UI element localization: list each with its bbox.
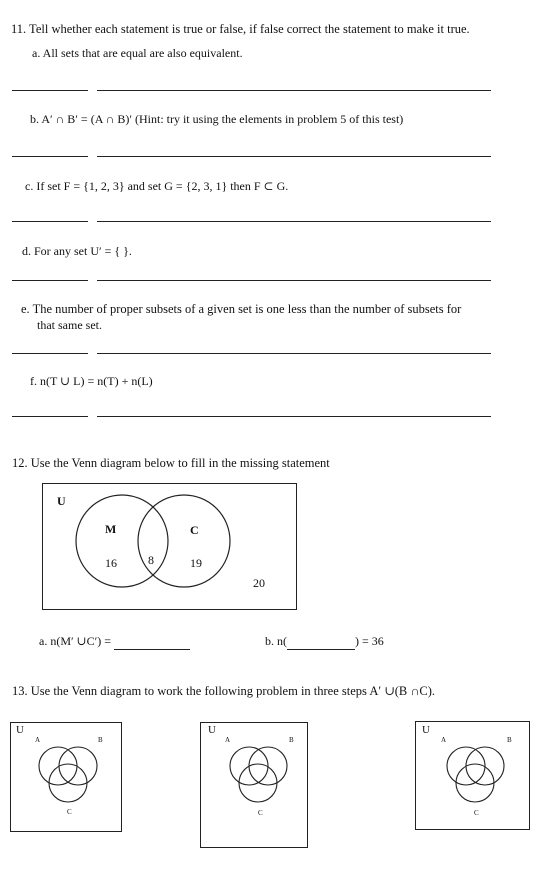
q13-venn-diagram-1 [10, 722, 122, 832]
q13-d3-label-a: A [441, 736, 447, 744]
q13-d1-label-c: C [67, 808, 72, 816]
q11-f-answer-line-short[interactable] [12, 416, 88, 417]
q13-d2-label-b: B [289, 736, 294, 744]
q12-part-a-prefix: a. n(M′ ∪C′) = [39, 634, 112, 648]
q11-d-statement: d. For any set U′ = { }. [22, 244, 132, 258]
q13-d3-universe-label: U [422, 724, 430, 736]
q12-part-b-suffix: ) = 36 [355, 634, 384, 648]
q13-d1-circles [11, 723, 123, 833]
q13-d3-label-c: C [474, 809, 479, 817]
q11-a-answer-line-short[interactable] [12, 90, 88, 91]
q12-venn-circles [43, 484, 298, 611]
q13-heading: 13. Use the Venn diagram to work the following problem in three steps A′ ∪(B ∩C). [12, 684, 435, 698]
q11-f-statement: f. n(T ∪ L) = n(T) + n(L) [30, 374, 153, 388]
q12-heading: 12. Use the Venn diagram below to fill in the missing statement [12, 456, 330, 470]
q11-b-statement: b. A′ ∩ B′ = (A ∩ B)′ (Hint: try it using the elements in problem 5 of this test) [30, 112, 404, 126]
q11-e-answer-line-short[interactable] [12, 353, 88, 354]
q13-d1-label-a: A [35, 736, 41, 744]
q12-part-b-answer[interactable] [287, 634, 355, 650]
q12-value-c-only: 19 [190, 556, 202, 570]
q13-d3-label-b: B [507, 736, 512, 744]
q12-value-outside: 20 [253, 576, 265, 590]
q11-b-answer-line-short[interactable] [12, 156, 88, 157]
q11-d-answer-line-long[interactable] [97, 280, 491, 281]
q13-d3-circles [416, 722, 531, 831]
q12-value-intersection: 8 [148, 553, 154, 567]
q13-d2-circles [201, 723, 309, 849]
q13-d2-label-a: A [225, 736, 231, 744]
q11-a-answer-line-long[interactable] [97, 90, 491, 91]
q11-a-statement: a. All sets that are equal are also equivalent. [32, 46, 243, 60]
q12-circle-m [76, 495, 168, 587]
q11-e-statement: e. The number of proper subsets of a given set is one less than the number of subsets for [21, 302, 462, 316]
q11-heading: 11. Tell whether each statement is true or false, if false correct the statement to make it true. [11, 22, 470, 36]
q11-c-statement: c. If set F = {1, 2, 3} and set G = {2, 3, 1} then F ⊂ G. [25, 179, 289, 193]
q12-circle-m-label: M [105, 522, 117, 536]
q12-part-a-answer[interactable] [114, 634, 190, 650]
q13-venn-diagram-3 [415, 721, 530, 830]
q12-circle-c-label: C [190, 523, 199, 537]
q11-e-answer-line-long[interactable] [97, 353, 491, 354]
q11-d-answer-line-short[interactable] [12, 280, 88, 281]
q12-part-a [39, 634, 190, 650]
q13-d2-label-c: C [258, 809, 263, 817]
q11-b-answer-line-long[interactable] [97, 156, 491, 157]
q13-d2-universe-label: U [208, 724, 216, 736]
q13-d1-universe-label: U [16, 724, 24, 736]
q12-part-b [265, 634, 384, 650]
q12-circle-c [138, 495, 230, 587]
q12-universe-label: U [57, 494, 66, 508]
q11-f-answer-line-long[interactable] [97, 416, 491, 417]
q12-value-m-only: 16 [105, 556, 117, 570]
q13-venn-diagram-2 [200, 722, 308, 848]
q12-venn-diagram [42, 483, 297, 610]
q11-e-statement-cont: that same set. [37, 318, 102, 332]
q11-c-answer-line-long[interactable] [97, 221, 491, 222]
q12-part-b-prefix: b. n( [265, 634, 287, 648]
q11-c-answer-line-short[interactable] [12, 221, 88, 222]
q13-d1-label-b: B [98, 736, 103, 744]
